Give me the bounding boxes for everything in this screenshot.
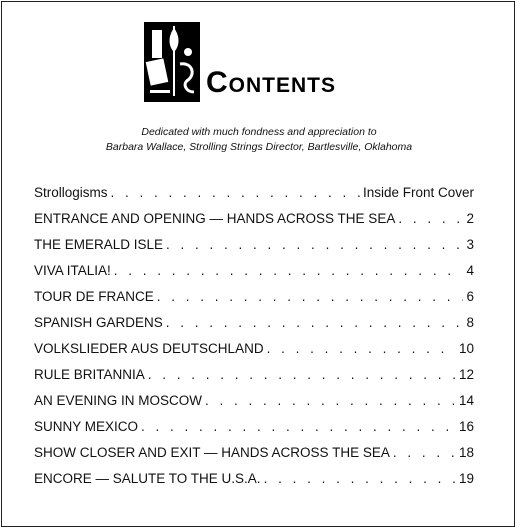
- dedication-line: Dedicated with much fondness and appreciation to: [141, 126, 377, 138]
- dot-leader: [157, 289, 464, 304]
- toc-entry-page: 10: [458, 341, 474, 356]
- toc-entry: [34, 471, 474, 497]
- toc-entry-page: 18: [458, 445, 474, 460]
- dot-leader: [267, 341, 456, 356]
- table-of-contents: [34, 185, 474, 497]
- toc-entry: [34, 289, 474, 315]
- toc-entry: [34, 211, 474, 237]
- toc-entry-title: SUNNY MEXICO: [34, 419, 139, 434]
- toc-entry: [34, 237, 474, 263]
- toc-entry-title: SHOW CLOSER AND EXIT — HANDS ACROSS THE SEA: [34, 445, 390, 460]
- toc-entry-title: TOUR DE FRANCE: [34, 289, 154, 304]
- dot-leader: [166, 237, 463, 252]
- dot-leader: [141, 419, 456, 434]
- dedication: [0, 125, 518, 155]
- strolling-strings-logo: [144, 22, 200, 102]
- dot-leader: [148, 367, 456, 382]
- dot-leader: [264, 471, 456, 486]
- toc-entry-title: THE EMERALD ISLE: [34, 237, 164, 252]
- toc-entry-page: 19: [458, 471, 474, 486]
- dot-leader: [398, 211, 463, 226]
- toc-entry: [34, 263, 474, 289]
- toc-entry-title: AN EVENING IN MOSCOW: [34, 393, 203, 408]
- dot-leader: [114, 263, 464, 278]
- toc-entry: [34, 445, 474, 471]
- toc-entry-title: VOLKSLIEDER AUS DEUTSCHLAND: [34, 341, 264, 356]
- toc-entry-title: Strollogisms: [34, 185, 108, 200]
- dot-leader: [166, 315, 464, 330]
- dot-leader: [111, 185, 360, 200]
- toc-entry-page: 2: [466, 211, 474, 226]
- toc-entry: [34, 315, 474, 341]
- toc-entry-title: ENTRANCE AND OPENING — HANDS ACROSS THE SEA: [34, 211, 396, 226]
- toc-entry-page: 12: [458, 367, 474, 382]
- toc-entry-page: 4: [466, 263, 474, 278]
- dot-leader: [205, 393, 456, 408]
- toc-entry: [34, 367, 474, 393]
- toc-entry-title: SPANISH GARDENS: [34, 315, 163, 330]
- toc-entry-title: RULE BRITANNIA: [34, 367, 145, 382]
- toc-entry: [34, 419, 474, 445]
- toc-entry-page: 16: [458, 419, 474, 434]
- toc-entry-title: ENCORE — SALUTE TO THE U.S.A.: [34, 471, 261, 486]
- dot-leader: [393, 445, 456, 460]
- toc-entry-title: VIVA ITALIA!: [34, 263, 111, 278]
- toc-entry: [34, 341, 474, 367]
- toc-entry: [34, 393, 474, 419]
- dedication-line: Barbara Wallace, Strolling Strings Director, Bartlesville, Oklahoma: [105, 141, 413, 153]
- toc-entry-page: 6: [466, 289, 474, 304]
- toc-entry-page: Inside Front Cover: [362, 185, 474, 200]
- page-title: Contents: [206, 66, 336, 99]
- toc-entry: [34, 185, 474, 211]
- toc-entry-page: 8: [466, 315, 474, 330]
- toc-entry-page: 3: [466, 237, 474, 252]
- toc-entry-page: 14: [458, 393, 474, 408]
